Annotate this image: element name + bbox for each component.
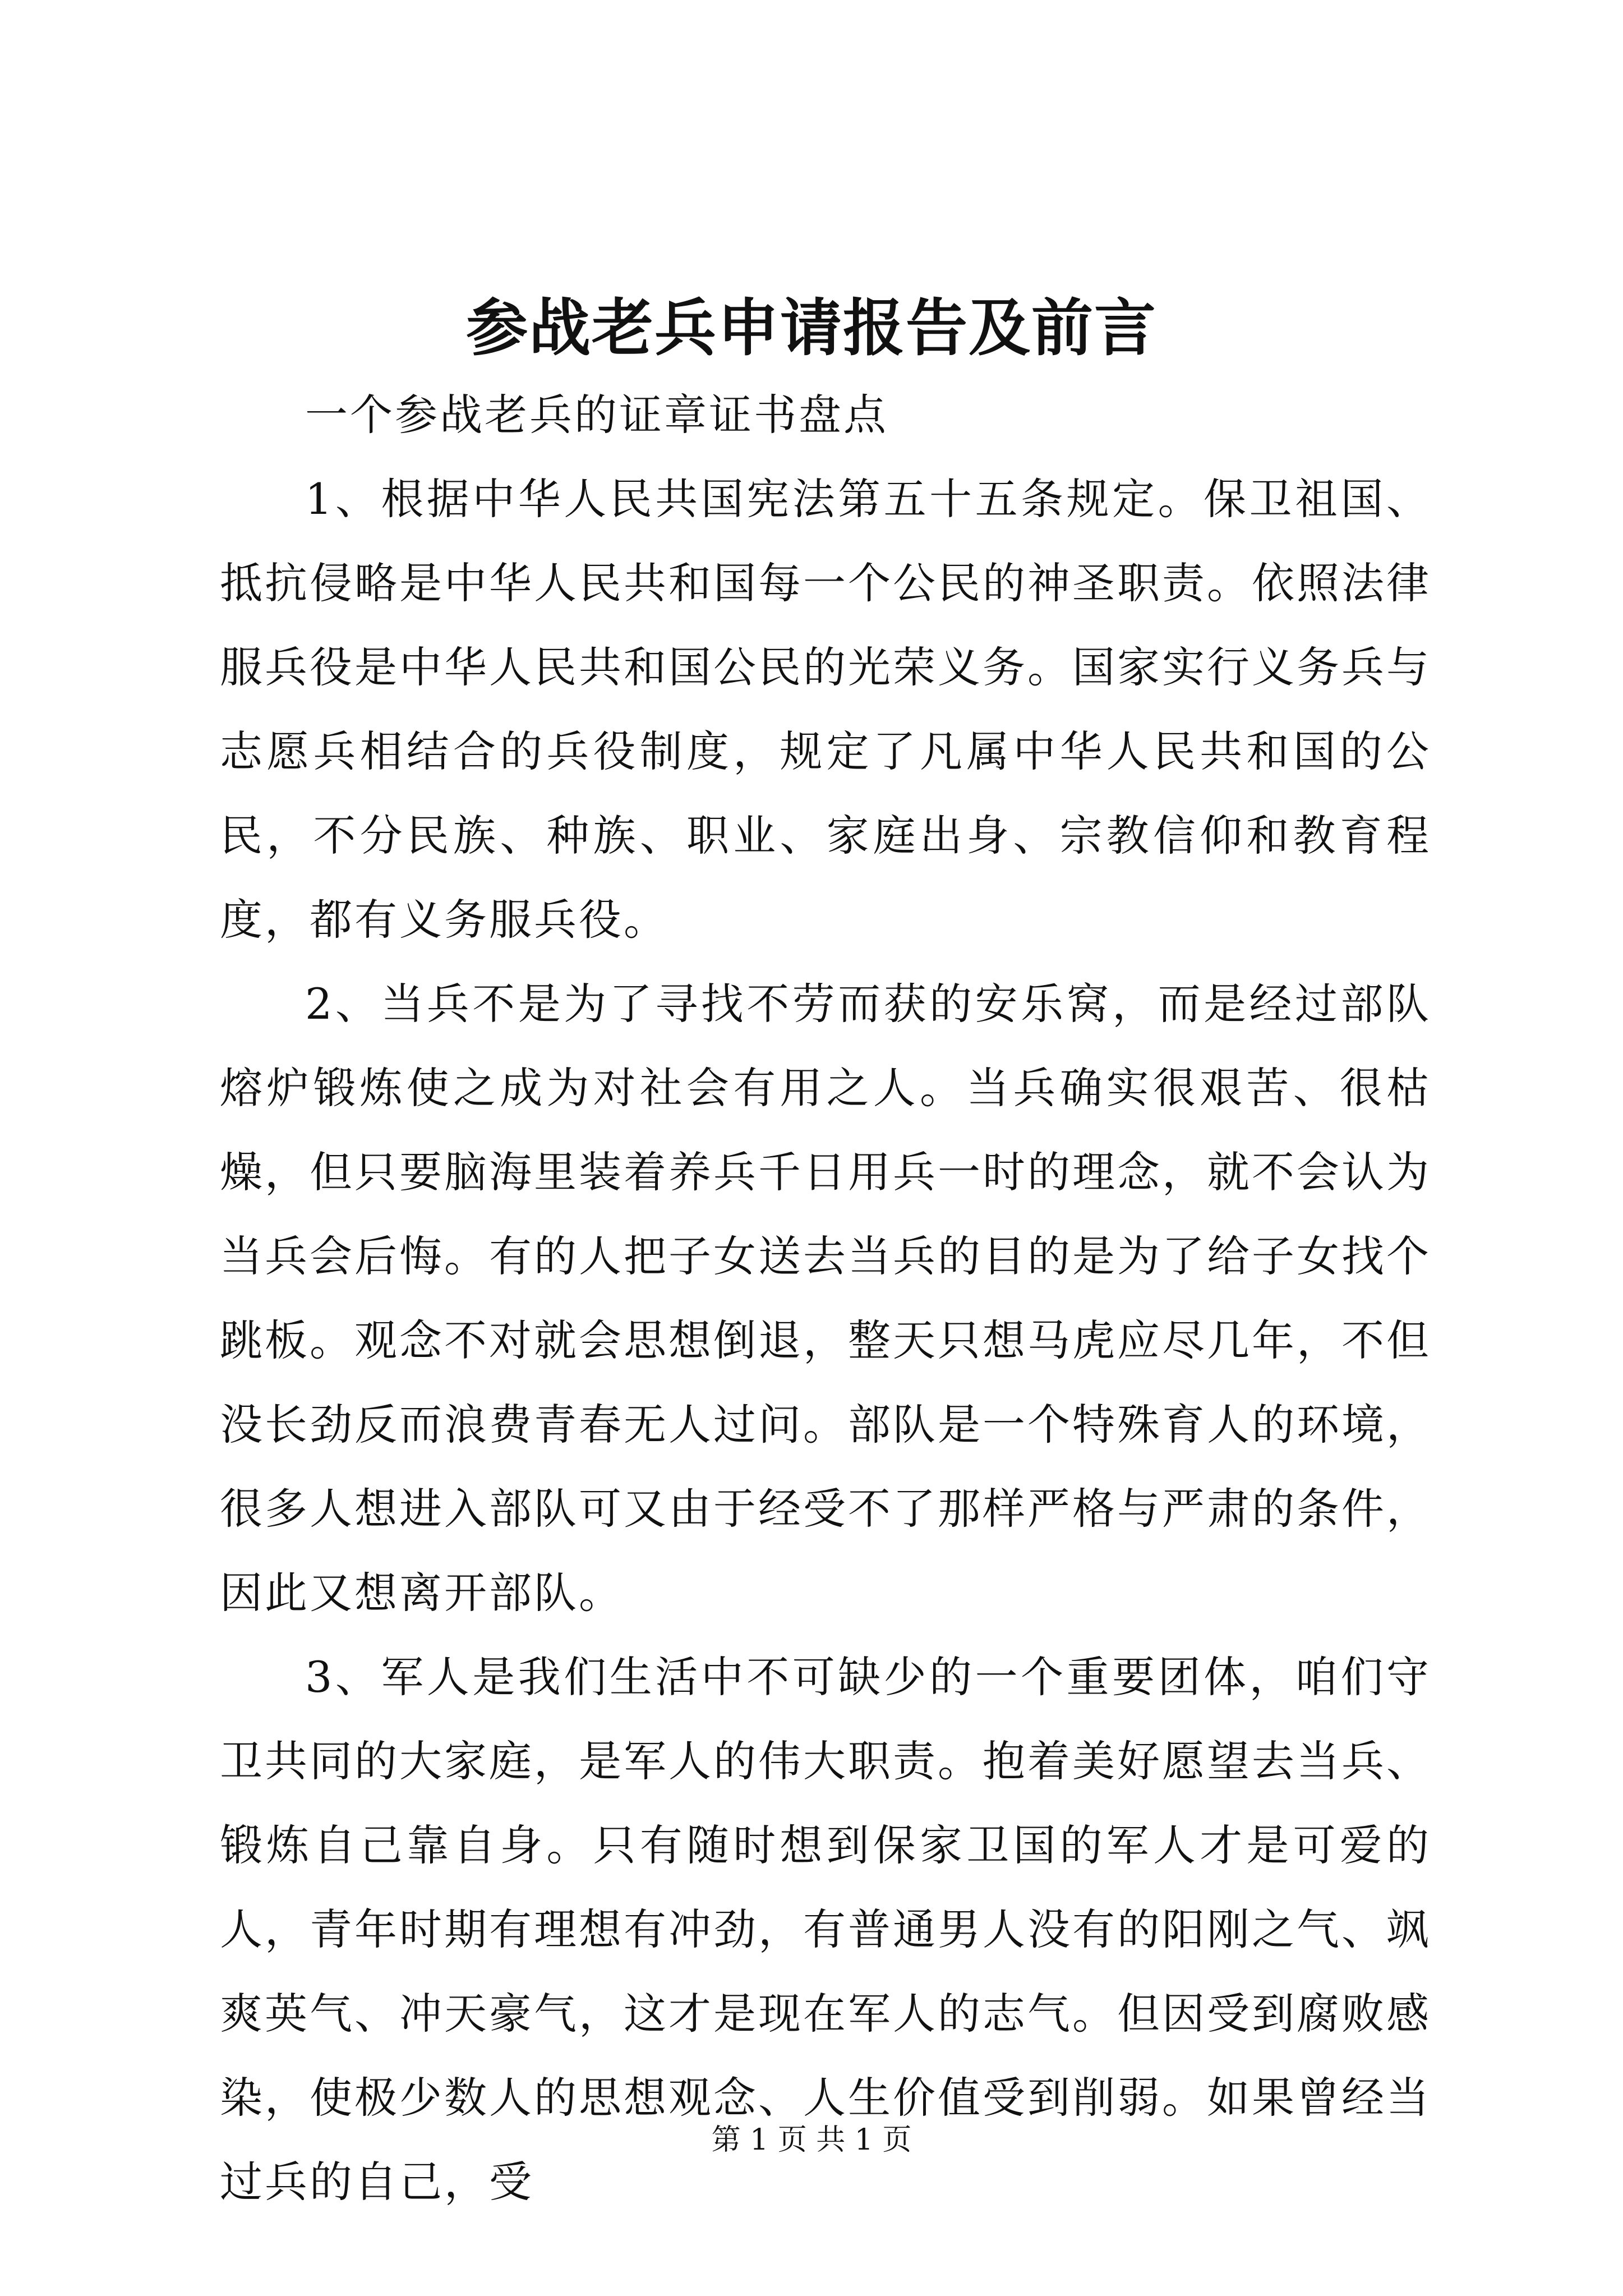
- paragraph-1: 1、根据中华人民共国宪法第五十五条规定。保卫祖国、抵抗侵略是中华人民共和国每一个公民的神圣职责。依照法律服兵役是中华人民共和国公民的光荣义务。国家实行义务兵与志愿兵相结合的兵役制度，规定了凡属中华人民共和国的公民，不分民族、种族、职业、家庭出身、宗教信仰和教育程度，都有义务服兵役。: [220, 474, 1431, 945]
- document-body: [220, 373, 1431, 2224]
- document-subtitle: 一个参战老兵的证章证书盘点: [305, 390, 888, 440]
- page-footer: 第 1 页 共 1 页: [711, 2123, 912, 2157]
- paragraph-3: 3、军人是我们生活中不可缺少的一个重要团体，咱们守卫共同的大家庭，是军人的伟大职责。抱着美好愿望去当兵、锻炼自己靠自身。只有随时想到保家卫国的军人才是可爱的人，青年时期有理想有冲劲，有普通男人没有的阳刚之气、飒爽英气、冲天豪气，这才是现在军人的志气。但因受到腐败感染，使极少数人的思想观念、人生价值受到削弱。如果曾经当过兵的自己，受: [220, 1652, 1431, 2207]
- document-title: 参战老兵申请报告及前言: [466, 292, 1157, 364]
- paragraph-2: 2、当兵不是为了寻找不劳而获的安乐窝，而是经过部队熔炉锻炼使之成为对社会有用之人。当兵确实很艰苦、很枯燥，但只要脑海里装着养兵千日用兵一时的理念，就不会认为当兵会后悔。有的人把子女送去当兵的目的是为了给子女找个跳板。观念不对就会思想倒退，整天只想马虎应尽几年，不但没长劲反而浪费青春无人过问。部队是一个特殊育人的环境，很多人想进入部队可又由于经受不了那样严格与严肃的条件，因此又想离开部队。: [220, 979, 1431, 1618]
